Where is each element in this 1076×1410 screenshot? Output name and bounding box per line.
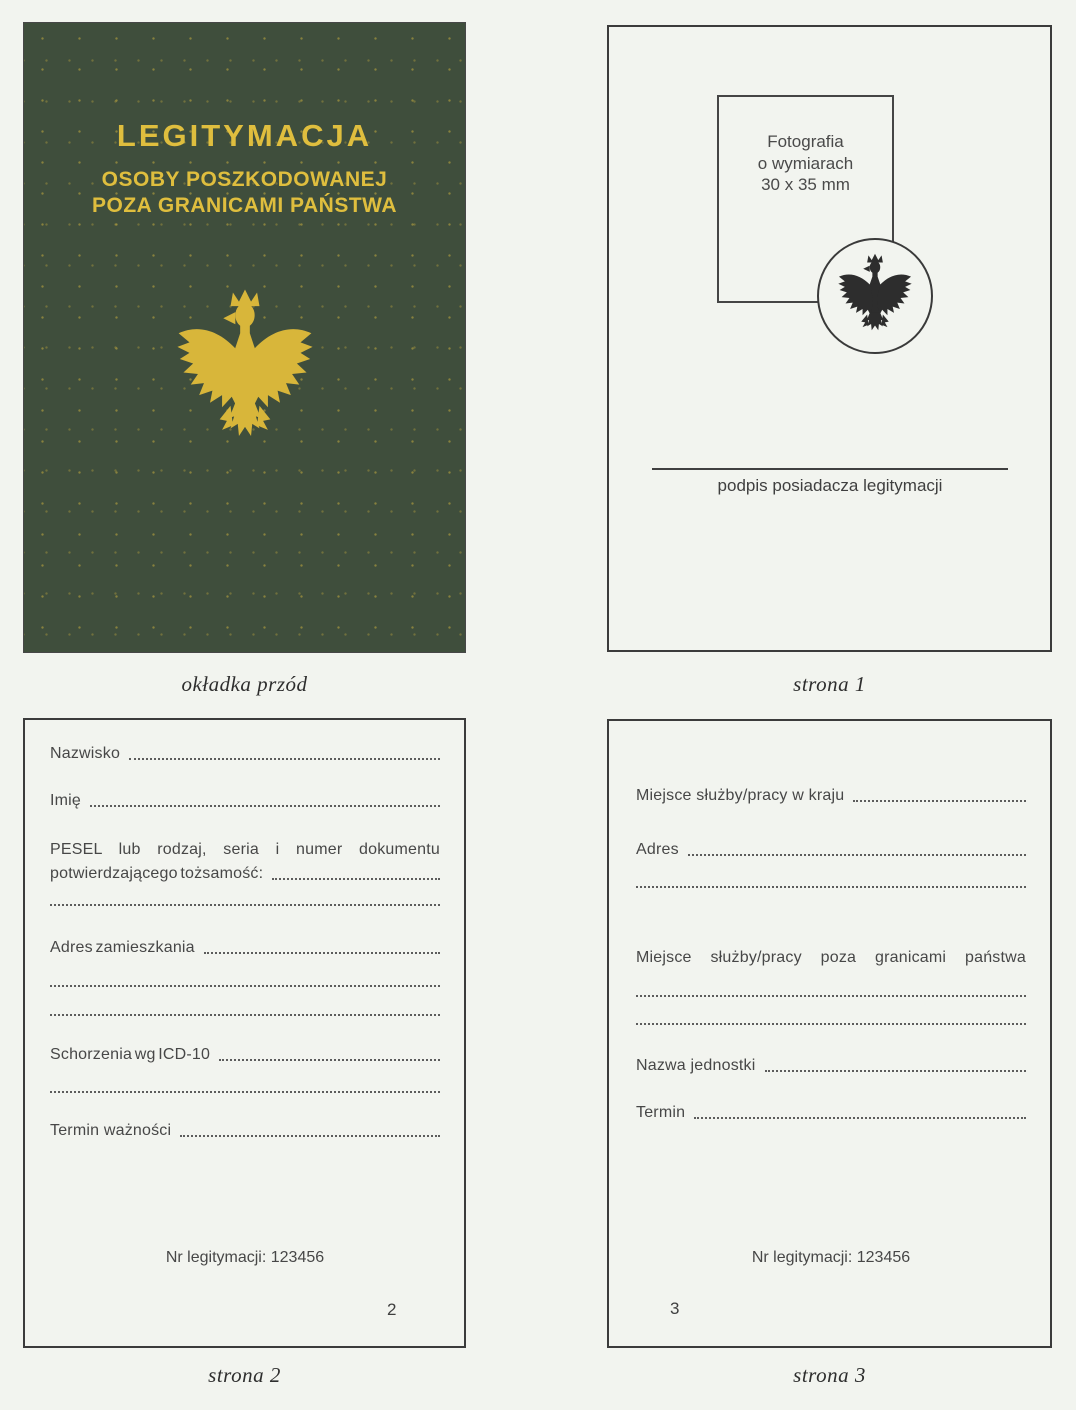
dotted-fill-line [180,1135,440,1137]
card-number: Nr legitymacji: 123456 [751,1249,911,1266]
dotted-fill-line [694,1117,1026,1119]
page1-panel [607,25,1052,652]
signature-label: podpis posiadacza legitymacji [717,476,943,495]
field-label: Termin ważności [50,1122,172,1139]
dotted-fill-line [219,1059,440,1061]
field-nazwa-jednostki [636,1056,1026,1075]
cover-caption: okładka przód [181,672,308,696]
field-nazwisko [50,744,440,763]
page2-caption: strona 2 [208,1363,281,1387]
field-label: potwierdzającego tożsamość: [50,865,264,882]
dotted-fill-line [853,800,1026,802]
field-pesel-line1: PESEL lub rodzaj, seria i numer dokumentu [50,841,440,858]
dotted-fill-line [272,878,440,880]
field-label: Adres zamieszkania [50,939,195,956]
field-label: Adres [636,841,679,858]
dotted-fill-line [50,1091,440,1093]
polish-eagle-stamp-icon [837,253,913,340]
cover-title: LEGITYMACJA [116,118,373,153]
field-label: Nazwa jednostki [636,1057,756,1074]
dotted-fill-line [90,805,440,807]
dotted-fill-line [50,904,440,906]
page1-caption: strona 1 [793,672,866,696]
field-label: Schorzenia wg ICD-10 [50,1046,211,1063]
field-adres-zamieszkania [50,938,440,957]
photo-line-3: 30 x 35 mm [761,175,850,194]
photo-line-1: Fotografia [767,132,844,151]
card-number: Nr legitymacji: 123456 [165,1249,325,1266]
field-pesel-line2 [50,864,440,883]
dotted-fill-line [688,854,1026,856]
field-termin [636,1103,1026,1122]
dotted-fill-line [129,758,440,760]
field-imie [50,791,440,810]
cover-panel [23,22,466,653]
page-number: 3 [670,1299,680,1318]
field-miejsce-sluzby-kraj [636,786,1026,805]
signature-line [652,468,1008,470]
field-adres [636,840,1026,859]
field-label: Miejsce służby/pracy w kraju [636,787,845,804]
page3-caption: strona 3 [793,1363,866,1387]
dotted-fill-line [50,985,440,987]
field-label: Nazwisko [50,745,121,762]
field-miejsce-sluzby-zagranica: Miejsce służby/pracy poza granicami państwa [636,949,1026,966]
cover-subtitle-line2: POZA GRANICAMI PAŃSTWA [92,194,397,217]
page-number: 2 [387,1300,397,1319]
polish-eagle-icon [24,288,465,445]
dotted-fill-line [636,995,1026,997]
cover-subtitle [24,167,465,219]
field-termin-waznosci [50,1121,440,1140]
dotted-fill-line [636,886,1026,888]
field-label: Termin [636,1104,686,1121]
dotted-fill-line [204,952,440,954]
official-stamp [817,238,933,354]
dotted-fill-line [636,1023,1026,1025]
photo-line-2: o wymiarach [757,153,854,173]
field-schorzenia [50,1045,440,1064]
field-label: Imię [50,792,82,809]
dotted-fill-line [50,1014,440,1016]
dotted-fill-line [765,1070,1027,1072]
cover-subtitle-line1: OSOBY POSZKODOWANEJ [101,168,388,191]
